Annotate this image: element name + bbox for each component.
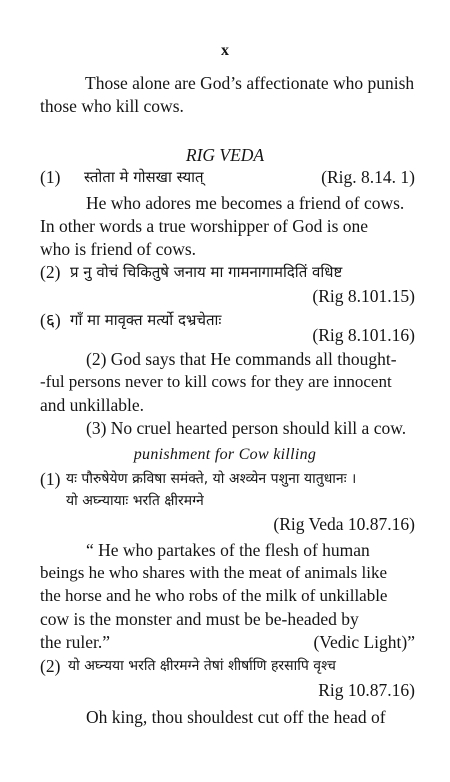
verse-5-reference: Rig 10.87.16) [318, 680, 415, 700]
intro-line-2: those who kill cows. [40, 96, 184, 116]
verse-3-number: (६) [40, 310, 61, 330]
para-2-line-1: (2) God says that He commands all thought- [86, 349, 397, 369]
para-2-line-3: and unkillable. [40, 395, 145, 415]
verse-4-sanskrit-line-2: यो अघ्न्यायाः भरति क्षीरमग्ने [66, 493, 204, 509]
verse-5-sanskrit: यो अघ्न्यया भरति क्षीरमग्ने तेषां शीर्षाणि हरसापि वृश्च [68, 658, 336, 674]
verse-3-reference: (Rig 8.101.16) [312, 325, 415, 345]
verse-2-number: (2) [40, 262, 61, 282]
verse-3-sanskrit: गाँ मा मावृक्त मर्त्यो दभ्रचेताः [70, 311, 222, 329]
intro-line-1: Those alone are God’s affectionate who punish [85, 73, 415, 93]
quote-line-3: the horse and he who robs of the milk of unkillable [40, 586, 388, 605]
verse-4-reference: (Rig Veda 10.87.16) [273, 514, 415, 534]
quote-line-5-right: (Vedic Light)” [313, 632, 415, 652]
verse-1-reference: (Rig. 8.14. 1) [321, 167, 415, 187]
quote-line-4: cow is the monster and must be be-headed by [40, 609, 359, 629]
verse-1-number: (1) [40, 167, 61, 187]
verse-1-sanskrit: स्तोता मे गोसखा स्यात् [84, 168, 204, 186]
quote-line-5-left: the ruler.” [40, 632, 110, 652]
para-3: (3) No cruel hearted person should kill a cow. [86, 418, 407, 438]
subheading: punishment for Cow killing [133, 446, 317, 463]
verse-5-number: (2) [40, 656, 61, 676]
para-1-line-1: He who adores me becomes a friend of cows. [86, 193, 405, 213]
verse-4-number: (1) [40, 469, 61, 489]
verse-2-sanskrit: प्र नु वोचं चिकितुषे जनाय मा गामनागामदितिं वधिष्ट [70, 263, 343, 281]
section-title: RIG VEDA [185, 145, 265, 165]
quote-line-2: beings he who shares with the meat of animals like [40, 563, 387, 582]
page-number: x [221, 42, 229, 59]
verse-4-sanskrit-line-1: यः पौरुषेयेण क्रविषा समंक्ते, यो अश्व्येन पशुना यातुधानः । [66, 471, 357, 487]
para-2-line-2: -ful persons never to kill cows for they are innocent [40, 372, 392, 391]
quote-line-1: “ He who partakes of the flesh of human [86, 540, 370, 560]
closing-line: Oh king, thou shouldest cut off the head of [86, 707, 386, 727]
verse-2-reference: (Rig 8.101.15) [312, 286, 415, 306]
para-1-line-2: In other words a true worshipper of God is one [40, 216, 369, 236]
para-1-line-3: who is friend of cows. [40, 239, 197, 259]
